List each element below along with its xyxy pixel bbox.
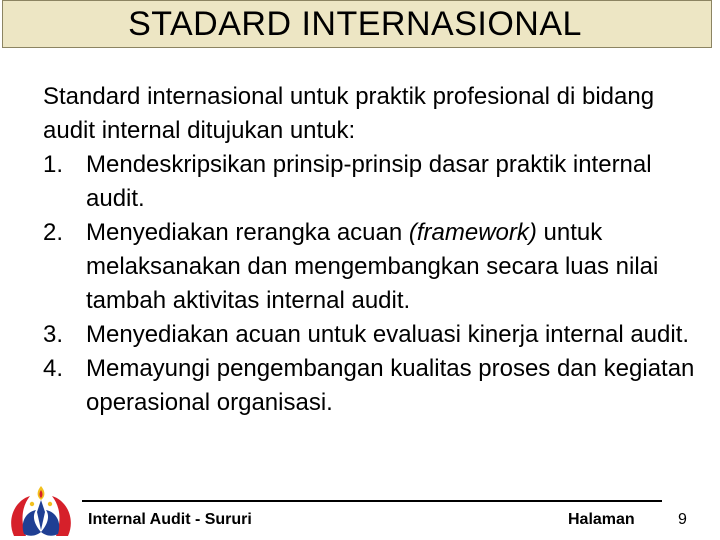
purpose-list (43, 148, 703, 420)
list-item (43, 352, 703, 420)
list-item-number: 2. (43, 219, 64, 246)
list-item-text: Menyediakan acuan untuk evaluasi kinerja internal audit. (86, 321, 690, 348)
title-bar (2, 0, 712, 48)
list-item-text: Mendeskripsikan prinsip-prinsip dasar praktik internal audit. (86, 151, 652, 212)
list-item-text: Memayungi pengembangan kualitas proses dan kegiatan operasional organisasi. (86, 355, 695, 416)
footer-page-label: Halaman (568, 511, 635, 528)
framework-term: (framework) (408, 219, 537, 246)
intro-text: Standard internasional untuk praktik profesional di bidang audit internal ditujukan untuk: (43, 83, 655, 144)
footer-course-label: Internal Audit - Sururi (88, 511, 252, 528)
slide-content (43, 80, 703, 420)
list-item-number: 3. (43, 321, 64, 348)
list-item-text-continued: untuk melaksanakan dan mengembangkan secara luas nilai tambah aktivitas internal audit. (86, 219, 659, 314)
list-item-number: 1. (43, 151, 64, 178)
list-item (43, 216, 703, 318)
list-item-text: Menyediakan rerangka acuan (86, 219, 409, 246)
institution-logo-icon (8, 486, 74, 538)
footer-divider (82, 500, 662, 502)
slide-title: STADARD INTERNASIONAL (128, 4, 582, 43)
list-item (43, 148, 703, 216)
page-number: 9 (678, 511, 687, 528)
list-item-number: 4. (43, 355, 64, 382)
list-item (43, 318, 703, 352)
